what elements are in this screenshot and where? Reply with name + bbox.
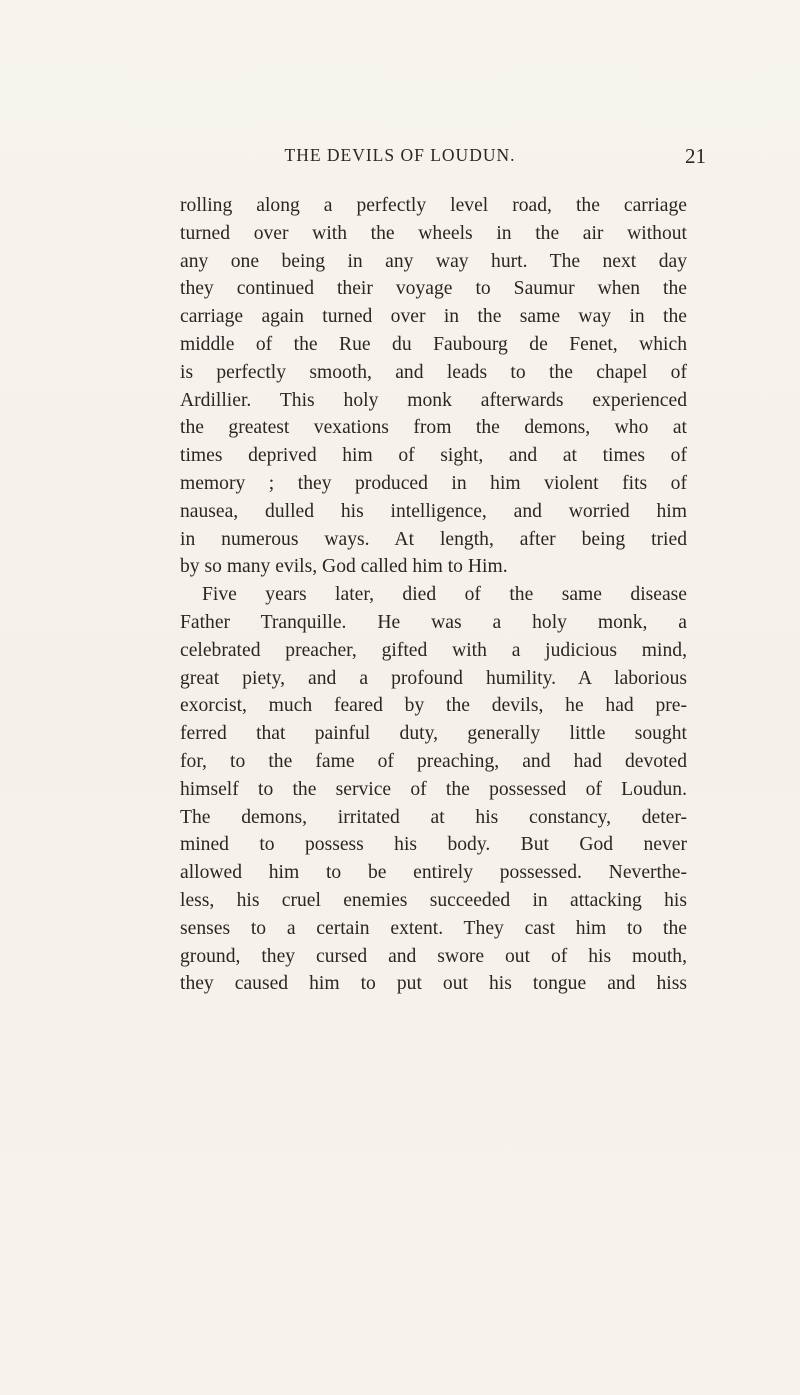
text-line: The demons, irritated at his constancy, deter-: [180, 806, 687, 828]
text-line: turned over with the wheels in the air without: [180, 222, 687, 244]
text-line: they caused him to put out his tongue and hiss: [180, 973, 687, 995]
text-line: rolling along a perfectly level road, the carriage: [180, 195, 687, 216]
page-number: 21: [685, 144, 706, 168]
text-line: any one being in any way hurt. The next day: [180, 250, 687, 272]
text-line: for, to the fame of preaching, and had devoted: [180, 750, 687, 772]
text-line: times deprived him of sight, and at times of: [180, 445, 687, 467]
text-line: celebrated preacher, gifted with a judicious mind,: [180, 639, 687, 661]
body-text: [180, 192, 687, 998]
text-line: great piety, and a profound humility. A laborious: [180, 667, 687, 689]
text-line: ground, they cursed and swore out of his mouth,: [180, 945, 687, 967]
text-line: memory ; they produced in him violent fits of: [180, 472, 687, 494]
text-line: allowed him to be entirely possessed. Neverthe-: [180, 862, 687, 884]
text-line: nausea, dulled his intelligence, and worried him: [180, 500, 687, 522]
text-line: in numerous ways. At length, after being tried: [180, 528, 687, 550]
text-line: they continued their voyage to Saumur when the: [180, 278, 687, 300]
text-line: middle of the Rue du Faubourg de Fenet, which: [180, 333, 687, 355]
text-line: exorcist, much feared by the devils, he had pre-: [180, 695, 687, 717]
text-line: mined to possess his body. But God never: [180, 834, 687, 856]
running-head: [100, 144, 706, 175]
text-line: himself to the service of the possessed of Loudun.: [180, 778, 687, 800]
text-line: senses to a certain extent. They cast him to the: [180, 917, 687, 939]
text-line: less, his cruel enemies succeeded in attacking his: [180, 889, 687, 911]
text-line: is perfectly smooth, and leads to the chapel of: [180, 361, 687, 383]
text-line: ferred that painful duty, generally little sought: [180, 723, 687, 745]
text-line: Five years later, died of the same disease: [202, 584, 687, 606]
text-line: Ardillier. This holy monk afterwards experienced: [180, 389, 687, 411]
text-line: by so many evils, God called him to Him.: [180, 556, 508, 578]
text-line: Father Tranquille. He was a holy monk, a: [180, 611, 687, 633]
text-line: carriage again turned over in the same way in the: [180, 306, 687, 328]
text-line: the greatest vexations from the demons, who at: [180, 417, 687, 439]
running-title: THE DEVILS OF LOUDUN.: [284, 145, 516, 165]
